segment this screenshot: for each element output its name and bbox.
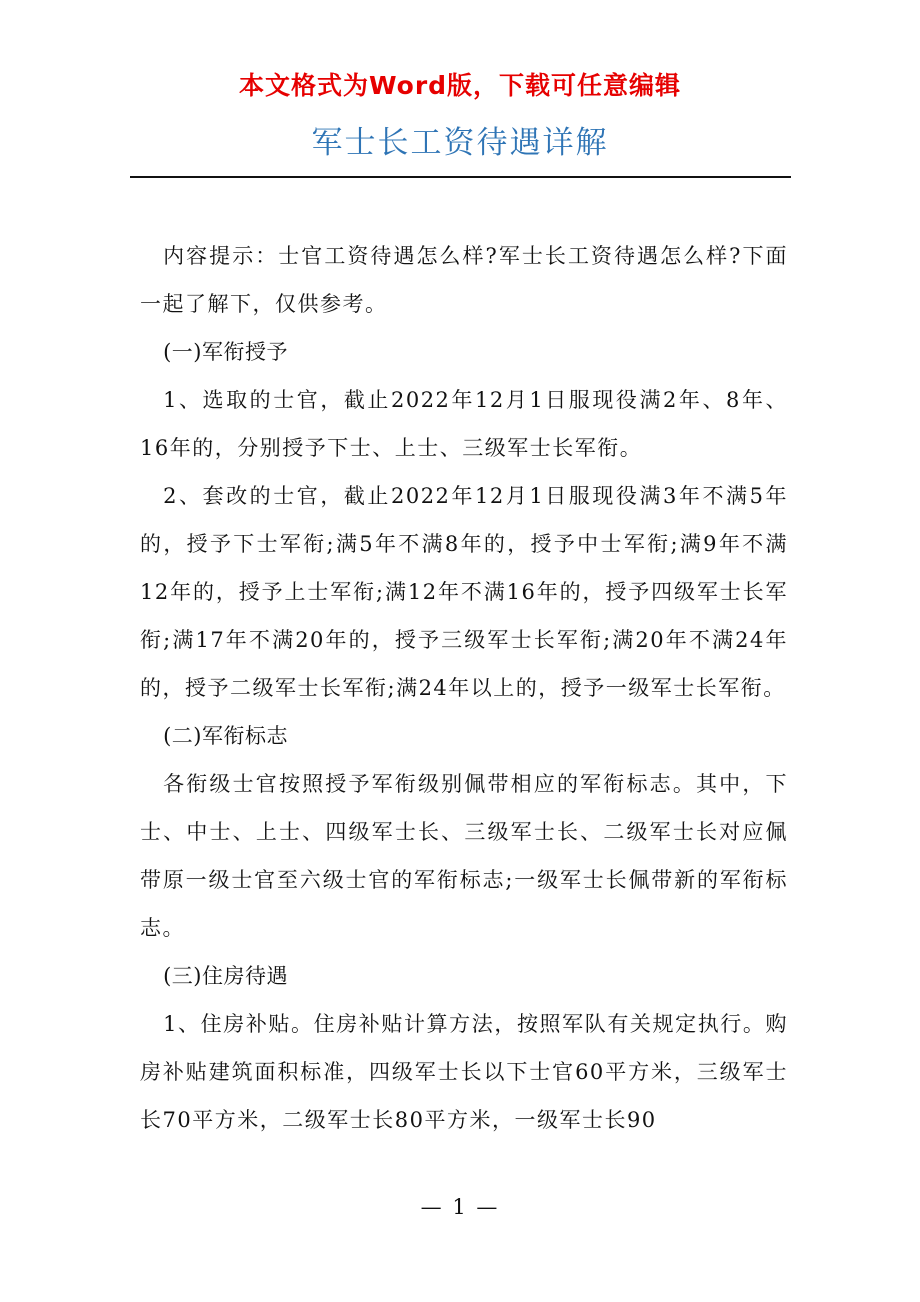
body-paragraph: 2、套改的士官，截止2022年12月1日服现役满3年不满5年的，授予下士军衔;满5年不满8年的，授予中士军衔;满9年不满12年的，授予上士军衔;满12年不满16年的，授予四级军士长军衔;满17年不满20年的，授予三级军士长军衔;满20年不满24年的，授予二级军士长军衔;满24年以上的，授予一级军士长军衔。: [140, 484, 788, 700]
document-body: [140, 232, 788, 1144]
body-paragraph: 1、住房补贴。住房补贴计算方法，按照军队有关规定执行。购房补贴建筑面积标准，四级军士长以下士官60平方米，三级军士长70平方米，二级军士长80平方米，一级军士长90: [140, 1012, 788, 1132]
section-heading-housing: (三)住房待遇: [163, 964, 288, 988]
format-notice-banner: 本文格式为Word版，下载可任意编辑: [238, 71, 682, 100]
intro-paragraph: 内容提示：士官工资待遇怎么样?军士长工资待遇怎么样?下面一起了解下，仅供参考。: [140, 244, 788, 316]
body-paragraph: 各衔级士官按照授予军衔级别佩带相应的军衔标志。其中，下士、中士、上士、四级军士长、三级军士长、二级军士长对应佩带原一级士官至六级士官的军衔标志;一级军士长佩带新的军衔标志。: [140, 772, 788, 940]
section-heading-rank-grant: (一)军衔授予: [163, 340, 288, 364]
page-number: — 1 —: [420, 1195, 500, 1219]
body-paragraph: 1、选取的士官，截止2022年12月1日服现役满2年、8年、16年的，分别授予下士、上士、三级军士长军衔。: [140, 388, 788, 460]
section-heading-rank-insignia: (二)军衔标志: [163, 724, 288, 748]
title-underline-divider: [130, 176, 791, 178]
document-title: 军士长工资待遇详解: [311, 125, 609, 161]
